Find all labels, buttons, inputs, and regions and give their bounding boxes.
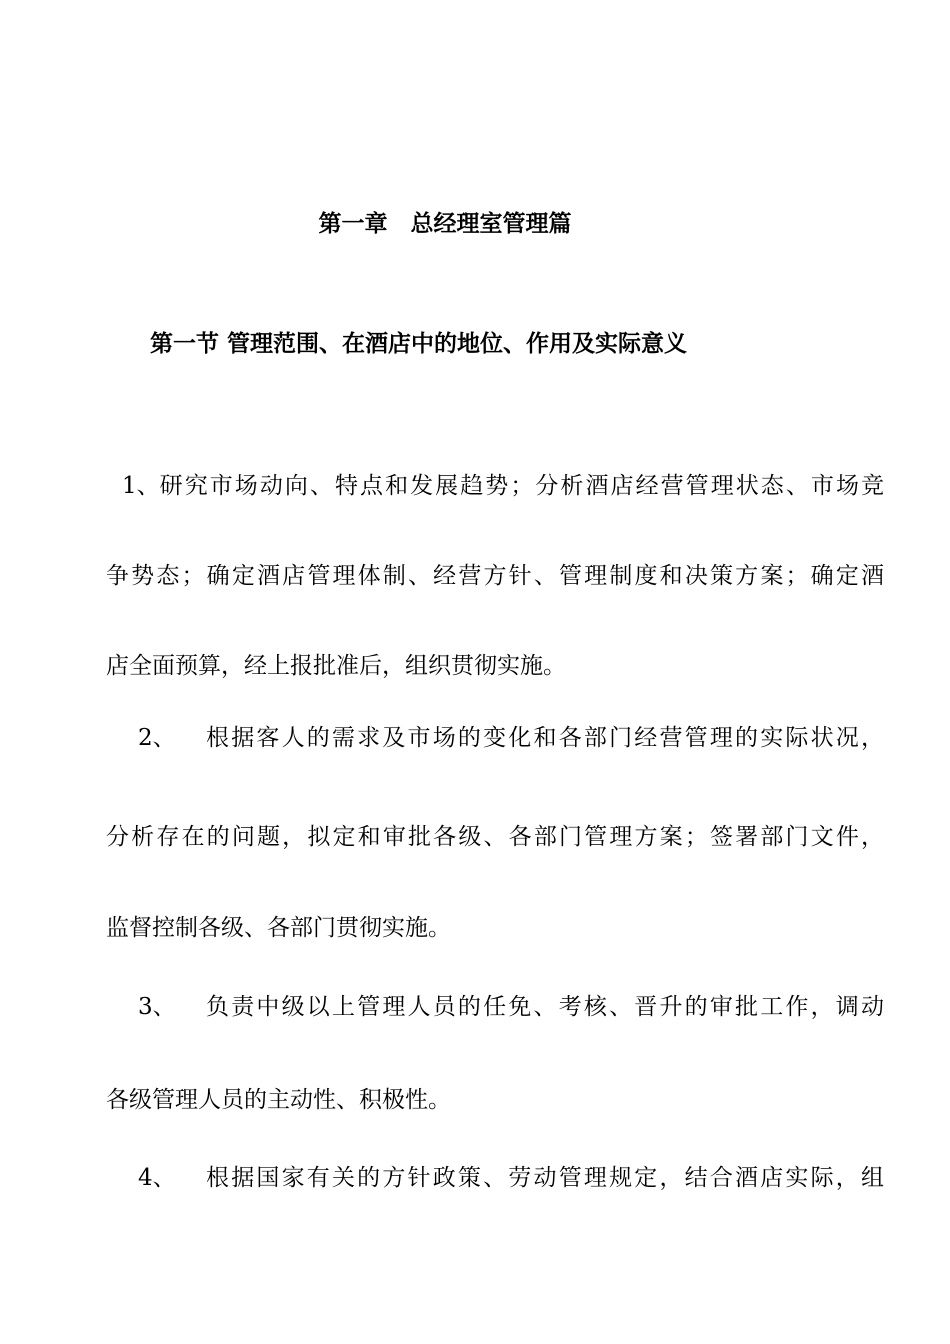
- item-2-text-line-3: 监督控制各级、各部门贯彻实施。: [106, 915, 451, 941]
- item-3-text-line-1: 负责中级以上管理人员的任免、考核、晋升的审批工作，调动: [206, 994, 884, 1020]
- item-2-text-line-1: 根据客人的需求及市场的变化和各部门经营管理的实际状况，: [206, 725, 884, 751]
- item-2-line-1: [106, 718, 884, 758]
- item-3-line-1: [106, 987, 884, 1027]
- item-1-text-line-1: 研究市场动向、特点和发展趋势；分析酒店经营管理状态、市场竞: [159, 473, 884, 499]
- item-2-text-line-2: 分析存在的问题，拟定和审批各级、各部门管理方案；签署部门文件，: [106, 824, 884, 850]
- item-1-number: 1、: [122, 473, 160, 499]
- section-title: 第一节 管理范围、在酒店中的地位、作用及实际意义: [150, 330, 688, 357]
- item-3-text-line-2: 各级管理人员的主动性、积极性。: [106, 1087, 451, 1113]
- item-4-number: 4、: [138, 1165, 176, 1191]
- item-4-line-1: [106, 1158, 884, 1198]
- item-3-number: 3、: [138, 994, 176, 1020]
- item-1-text-line-3: 店全面预算，经上报批准后，组织贯彻实施。: [106, 653, 566, 679]
- item-1-line-1: [106, 466, 884, 506]
- chapter-title: 第一章 总经理室管理篇: [318, 210, 572, 237]
- item-4-text-line-1: 根据国家有关的方针政策、劳动管理规定，结合酒店实际，组: [206, 1165, 884, 1191]
- item-2-number: 2、: [138, 725, 176, 751]
- item-1-text-line-2: 争势态；确定酒店管理体制、经营方针、管理制度和决策方案；确定酒: [106, 563, 884, 589]
